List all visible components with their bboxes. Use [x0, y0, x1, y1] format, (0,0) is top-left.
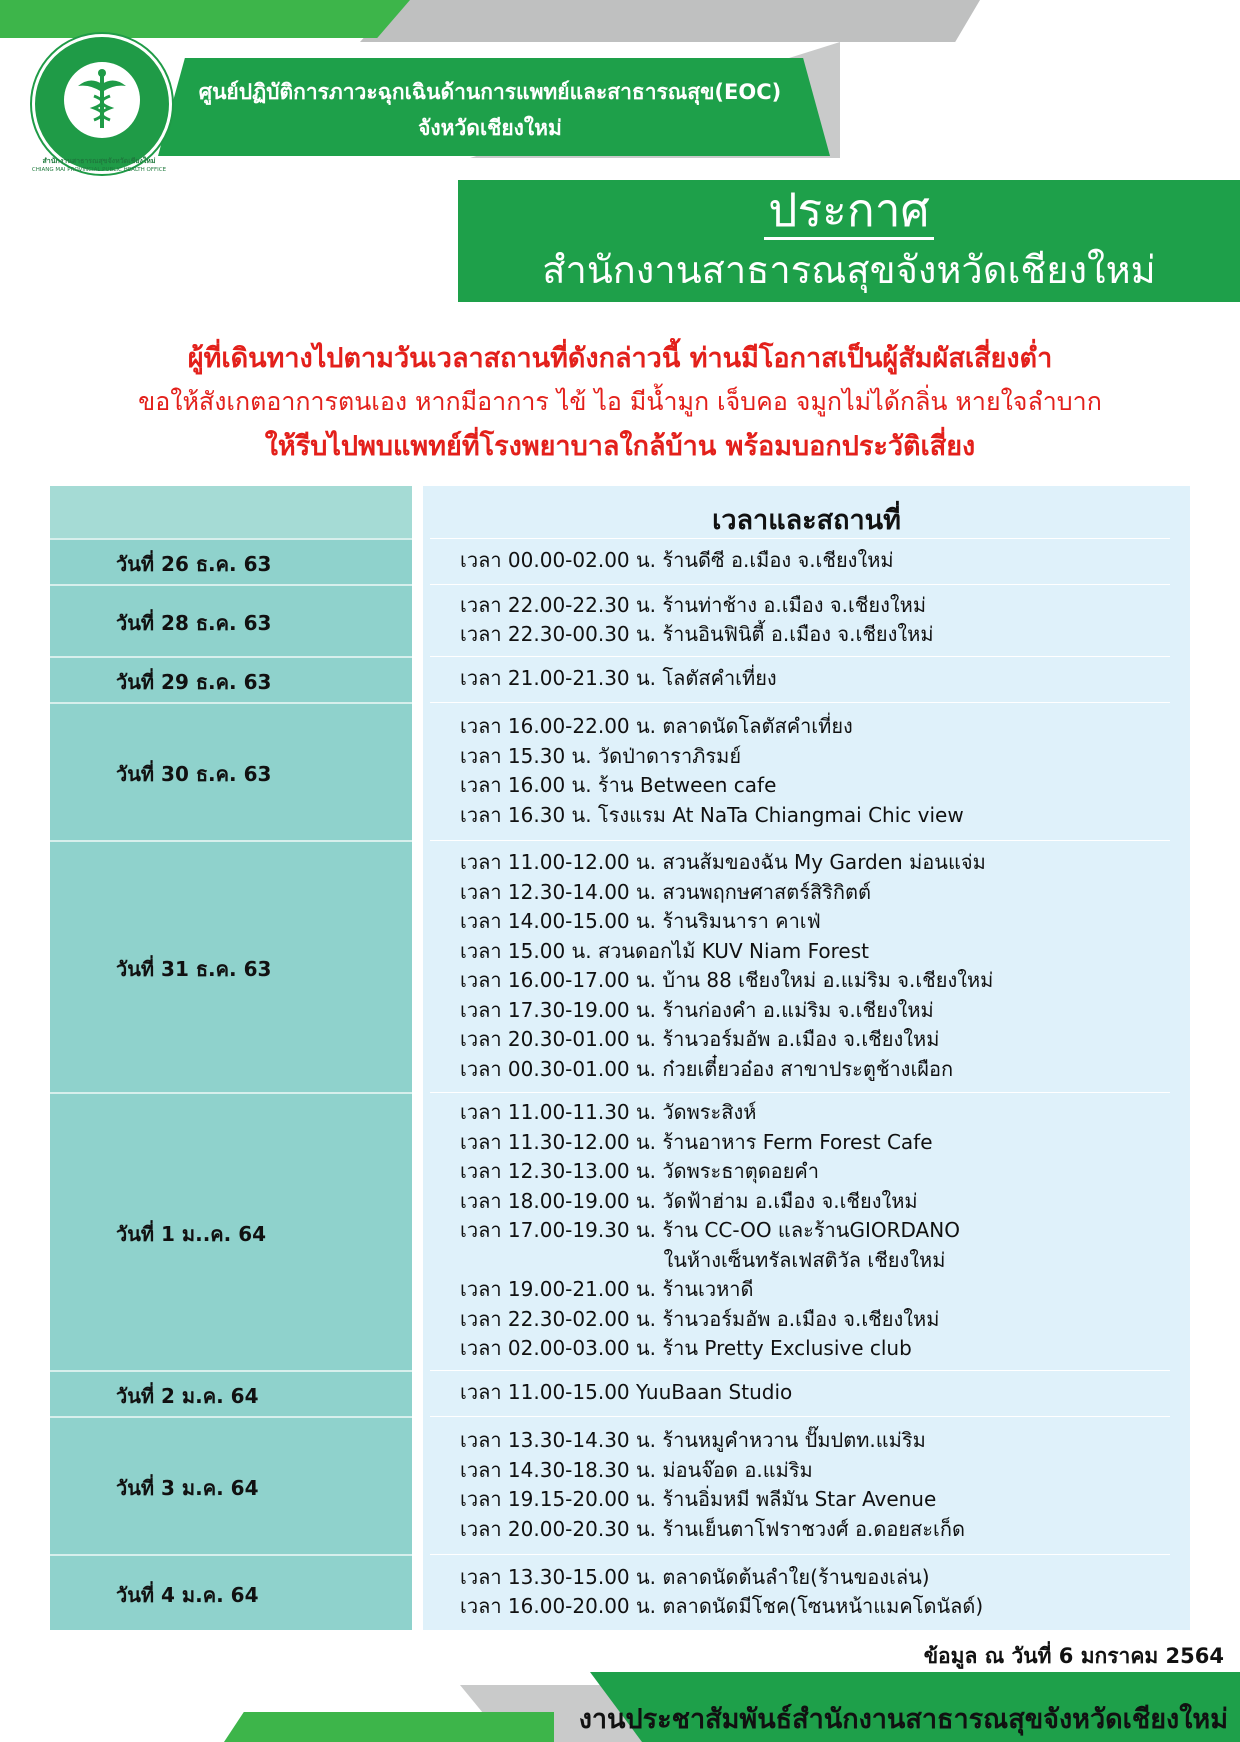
row-entries: [460, 1563, 1180, 1622]
row-divider: [430, 1416, 1170, 1417]
row-date: วันที่ 31 ธ.ค. 63: [116, 957, 272, 981]
header-title-line2: จังหวัดเชียงใหม่: [418, 116, 562, 140]
row-divider: [430, 702, 1170, 703]
entry-line: เวลา 12.30-14.00 น. สวนพฤกษศาสตร์สิริกิตต์: [460, 879, 871, 904]
row-entries: [460, 848, 1180, 1084]
row-entries: [460, 591, 1180, 650]
row-entries: [460, 1378, 1180, 1408]
footer-org: งานประชาสัมพันธ์สำนักงานสาธารณสุขจังหวัดเชียงใหม่: [578, 1704, 1228, 1735]
entry-line: เวลา 16.00-17.00 น. บ้าน 88 เชียงใหม่ อ.แม่ริม จ.เชียงใหม่: [460, 968, 994, 992]
row-date: วันที่ 1 ม..ค. 64: [116, 1222, 267, 1246]
entry-line: เวลา 22.30-02.00 น. ร้านวอร์มอัพ อ.เมือง จ.เชียงใหม่: [460, 1306, 940, 1331]
row-entries: [460, 712, 1180, 830]
entry-line: เวลา 16.00-20.00 น. ตลาดนัดมีโชค(โซนหน้าแมคโดนัลด์): [460, 1594, 984, 1618]
entry-line: ในห้างเซ็นทรัลเฟสติวัล เชียงใหม่: [460, 1247, 946, 1272]
date-column-header: [50, 486, 412, 538]
header-title-line1: ศูนย์ปฏิบัติการภาวะฉุกเฉินด้านการแพทย์และสาธารณสุข(EOC): [198, 80, 782, 104]
entry-line: เวลา 16.00 น. ร้าน Between cafe: [460, 773, 777, 797]
row-entries: [460, 664, 1180, 694]
entry-line: เวลา 22.00-22.30 น. ร้านท่าช้าง อ.เมือง จ.เชียงใหม่: [460, 592, 926, 617]
entry-line: เวลา 14.30-18.30 น. ม่อนจ๊อด อ.แม่ริม: [460, 1457, 813, 1482]
warning-line-2: ขอให้สังเกตอาการตนเอง หากมีอาการ ไข้ ไอ มีน้ำมูก เจ็บคอ จมูกไม่ได้กลิ่น หายใจลำบาก: [138, 387, 1102, 416]
warning-line-1: ผู้ที่เดินทางไปตามวันเวลาสถานที่ดังกล่าวนี้ ท่านมีโอกาสเป็นผู้สัมผัสเสี่ยงต่ำ: [187, 343, 1053, 374]
row-divider: [50, 840, 412, 842]
row-divider: [430, 584, 1170, 585]
entry-line: เวลา 00.30-01.00 น. ก๋วยเตี๋ยวอ๋อง สาขาประตูช้างเผือก: [460, 1056, 954, 1081]
row-date: วันที่ 30 ธ.ค. 63: [116, 762, 272, 786]
row-date: วันที่ 28 ธ.ค. 63: [116, 611, 272, 635]
header-decor-green: [0, 0, 410, 38]
entry-line: เวลา 13.30-15.00 น. ตลาดนัดต้นลำใย(ร้านของเล่น): [460, 1564, 930, 1589]
row-divider: [430, 840, 1170, 841]
entry-line: เวลา 22.30-00.30 น. ร้านอินฟินิตี้ อ.เมือง จ.เชียงใหม่: [460, 622, 934, 646]
row-entries: [460, 1426, 1180, 1544]
row-divider: [50, 1416, 412, 1418]
entry-line: เวลา 20.30-01.00 น. ร้านวอร์มอัพ อ.เมือง จ.เชียงใหม่: [460, 1027, 940, 1051]
header-decor-gray: [360, 0, 980, 42]
warning-line-3: ให้รีบไปพบแพทย์ที่โรงพยาบาลใกล้บ้าน พร้อมบอกประวัติเสี่ยง: [264, 431, 976, 462]
entry-line: เวลา 14.00-15.00 น. ร้านริมนารา คาเฟ่: [460, 909, 821, 933]
entry-line: เวลา 16.30 น. โรงแรม At NaTa Chiangmai Chic view: [460, 802, 964, 827]
table-header: เวลาและสถานที่: [712, 505, 901, 536]
entry-line: เวลา 18.00-19.00 น. วัดฟ้าฮ่าม อ.เมือง จ.เชียงใหม่: [460, 1188, 918, 1213]
logo-caption-thai: สำนักงานสาธารณสุขจังหวัดเชียงใหม่: [42, 157, 156, 165]
entry-line: เวลา 19.15-20.00 น. ร้านอิ่มหมี พลีมัน Star Avenue: [460, 1487, 937, 1511]
row-date: วันที่ 2 ม.ค. 64: [116, 1384, 259, 1408]
entry-line: เวลา 20.00-20.30 น. ร้านเย็นตาโฟราชวงศ์ อ.ดอยสะเก็ด: [460, 1516, 965, 1541]
entry-line: เวลา 11.00-11.30 น. วัดพระสิงห์: [460, 1100, 757, 1125]
caduceus-icon: [64, 62, 140, 138]
entry-line: เวลา 17.00-19.30 น. ร้าน CC-OO และร้านGIORDANO: [460, 1218, 960, 1243]
announcement-title: ประกาศ: [458, 182, 1240, 238]
row-divider: [430, 1370, 1170, 1371]
entry-line: เวลา 19.00-21.00 น. ร้านเวหาดี: [460, 1277, 754, 1302]
row-divider: [430, 1554, 1170, 1555]
row-divider: [50, 702, 412, 704]
entry-line: เวลา 15.30 น. วัดป่าดาราภิรมย์: [460, 743, 742, 768]
entry-line: เวลา 11.00-12.00 น. สวนส้มของฉัน My Garden ม่อนแจ่ม: [460, 850, 986, 874]
row-date: วันที่ 3 ม.ค. 64: [116, 1476, 259, 1500]
entry-line: เวลา 12.30-13.00 น. วัดพระธาตุดอยคำ: [460, 1159, 820, 1184]
row-divider: [50, 656, 412, 658]
row-entries: [460, 546, 1180, 576]
entry-line: เวลา 15.00 น. สวนดอกไม้ KUV Niam Forest: [460, 938, 869, 963]
row-date: วันที่ 29 ธ.ค. 63: [116, 670, 272, 694]
entry-line: เวลา 02.00-03.00 น. ร้าน Pretty Exclusive club: [460, 1336, 912, 1361]
entry-line: เวลา 17.30-19.00 น. ร้านก่องคำ อ.แม่ริม จ.เชียงใหม่: [460, 997, 934, 1022]
entry-line: เวลา 13.30-14.30 น. ร้านหมูคำหวาน ปั๊มปตท.แม่ริม: [460, 1428, 926, 1452]
row-divider: [50, 584, 412, 586]
row-entries: [460, 1098, 1180, 1364]
row-divider: [430, 1092, 1170, 1093]
row-divider: [50, 1370, 412, 1372]
row-date: วันที่ 26 ธ.ค. 63: [116, 552, 272, 576]
data-date: ข้อมูล ณ วันที่ 6 มกราคม 2564: [923, 1644, 1224, 1668]
entry-line: เวลา 21.00-21.30 น. โลตัสคำเที่ยง: [460, 666, 777, 691]
entry-line: เวลา 11.30-12.00 น. ร้านอาหาร Ferm Forest Cafe: [460, 1129, 933, 1154]
entry-line: เวลา 16.00-22.00 น. ตลาดนัดโลตัสคำเที่ยง: [460, 714, 853, 738]
row-date: วันที่ 4 ม.ค. 64: [116, 1583, 259, 1607]
row-divider: [430, 538, 1170, 539]
row-divider: [50, 1092, 412, 1094]
entry-line: เวลา 00.00-02.00 น. ร้านดีซี อ.เมือง จ.เชียงใหม่: [460, 548, 894, 573]
announcement-subtitle: สำนักงานสาธารณสุขจังหวัดเชียงใหม่: [542, 248, 1156, 292]
entry-line: เวลา 11.00-15.00 YuuBaan Studio: [460, 1380, 793, 1405]
row-divider: [430, 656, 1170, 657]
row-divider: [50, 538, 412, 540]
row-divider: [50, 1554, 412, 1556]
logo-caption-english: CHIANG MAI PROVINCIAL PUBLIC HEALTH OFFICE: [31, 167, 167, 173]
